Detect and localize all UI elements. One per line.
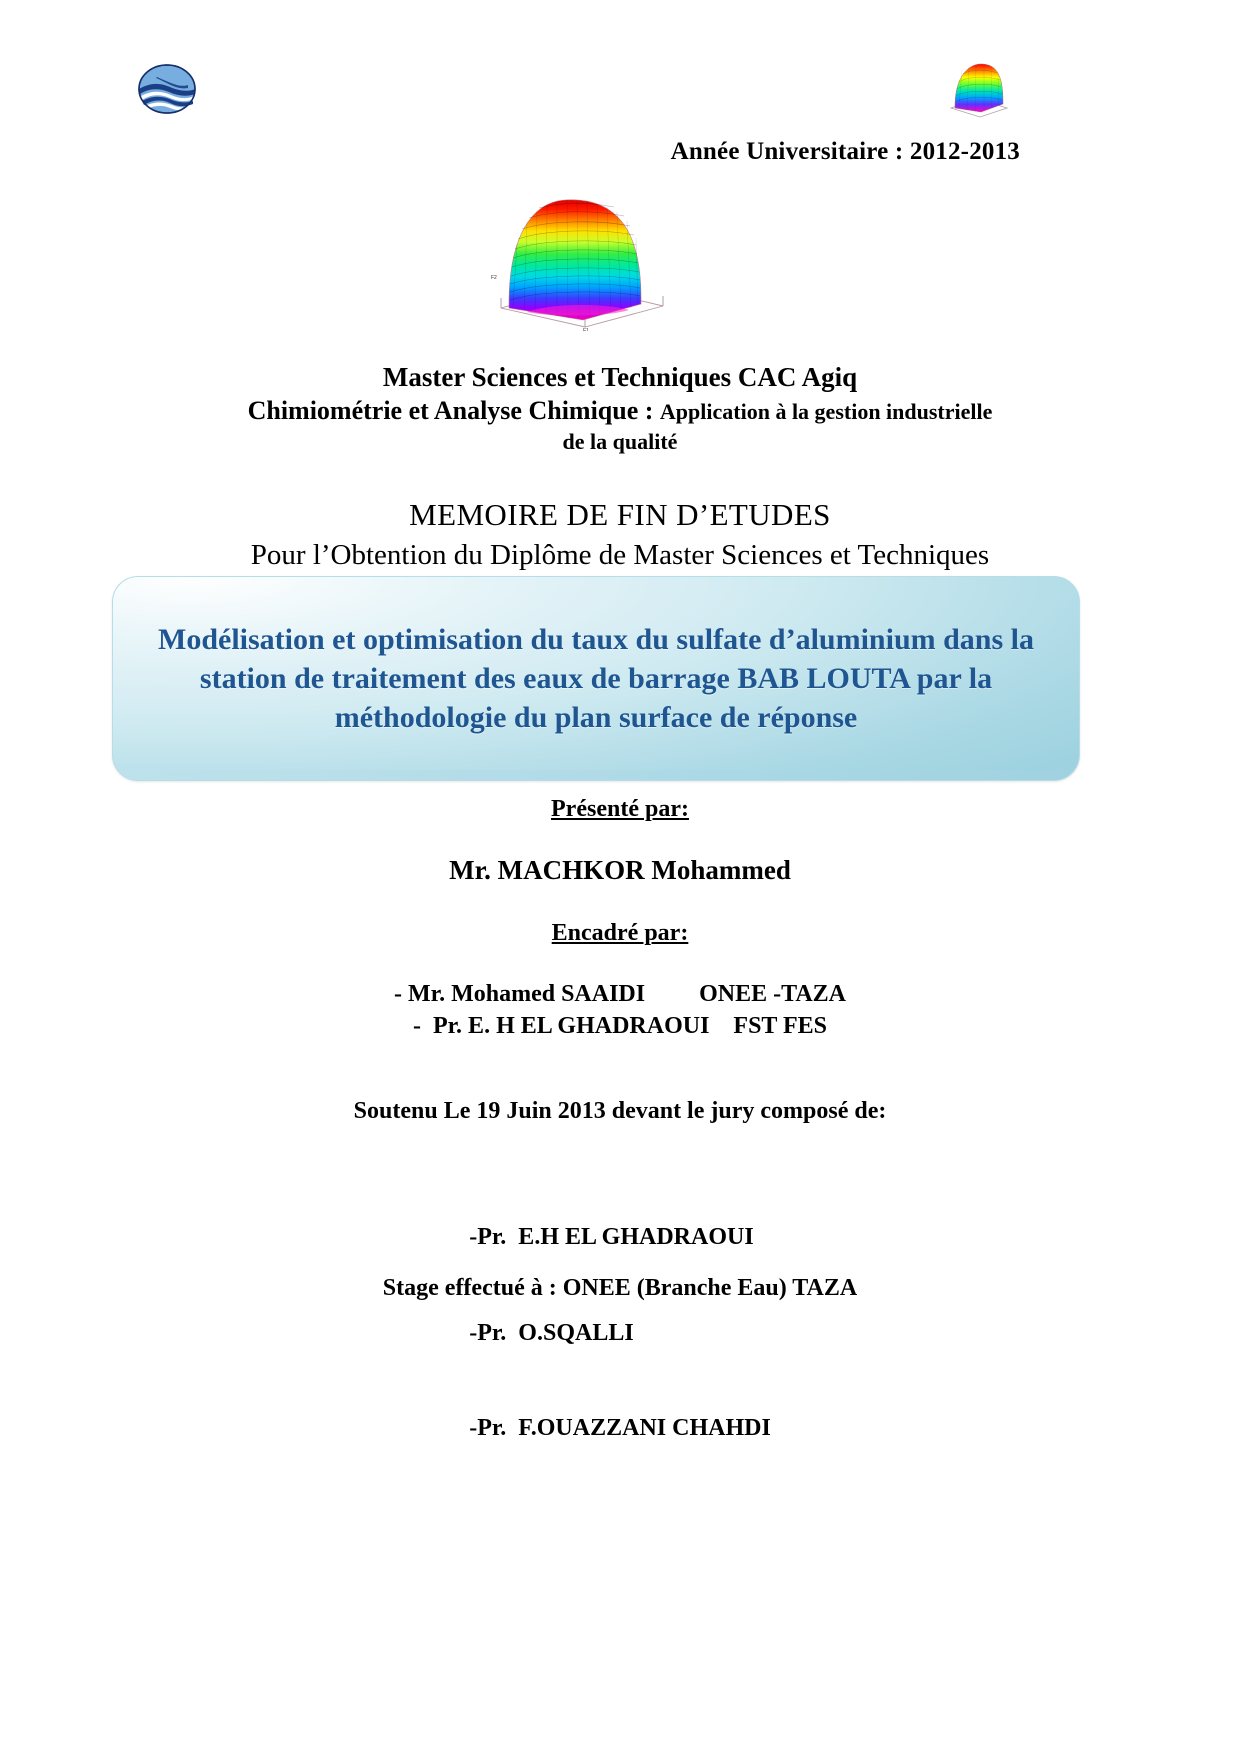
internship-line: Stage effectué à : ONEE (Branche Eau) TAZA xyxy=(382,1275,858,1301)
defense-line: Soutenu Le 19 Juin 2013 devant le jury composé de: xyxy=(353,1098,887,1124)
program-line-2-strong: Chimiométrie et Analyse Chimique : xyxy=(247,396,660,426)
jury-list xyxy=(120,1158,1120,1509)
program-line-2-rest: Application à la gestion industrielle xyxy=(659,399,993,425)
list-item: -Pr. O.SQALLI xyxy=(469,1319,634,1346)
memoire-block xyxy=(120,495,1120,574)
response-surface-thumbnail xyxy=(945,58,1011,120)
program-heading-block xyxy=(120,360,1120,455)
supervised-by-label-text: Encadré par: xyxy=(551,920,689,946)
svg-text:F1: F1 xyxy=(583,328,589,331)
supervised-by-label xyxy=(120,920,1120,947)
memoire-purpose: Pour l’Obtention du Diplôme de Master Sciences et Techniques xyxy=(250,538,990,571)
thesis-title-box xyxy=(112,576,1080,781)
svg-text:F2: F2 xyxy=(491,275,497,281)
program-line-2 xyxy=(120,395,1120,428)
thesis-title: Modélisation et optimisation du taux du sulfate d’aluminium dans la station de traitement des eaux de barrage BAB LOUTA par la méthodologie du plan surface de réponse xyxy=(158,623,1034,734)
program-line-3: de la qualité xyxy=(562,428,678,454)
presented-by-label-text: Présenté par: xyxy=(551,796,689,822)
memoire-title: MEMOIRE DE FIN D’ETUDES xyxy=(409,497,831,532)
list-item: -Pr. E.H EL GHADRAOUI xyxy=(469,1223,754,1250)
list-item: -Pr. F.OUAZZANI CHAHDI xyxy=(469,1415,771,1442)
list-item: - Mr. Mohamed SAAIDI ONEE -TAZA xyxy=(393,981,846,1007)
presented-by-name: Mr. MACHKOR Mohammed xyxy=(449,855,791,885)
supervisor-list xyxy=(120,978,1120,1042)
presented-by-label xyxy=(120,796,1120,823)
response-surface-plot xyxy=(487,186,669,331)
academic-year: Année Universitaire : 2012-2013 xyxy=(670,138,1020,165)
program-line-1: Master Sciences et Techniques CAC Agiq xyxy=(382,362,858,392)
list-item: - Pr. E. H EL GHADRAOUI FST FES xyxy=(412,1013,828,1040)
university-logo xyxy=(137,63,197,115)
